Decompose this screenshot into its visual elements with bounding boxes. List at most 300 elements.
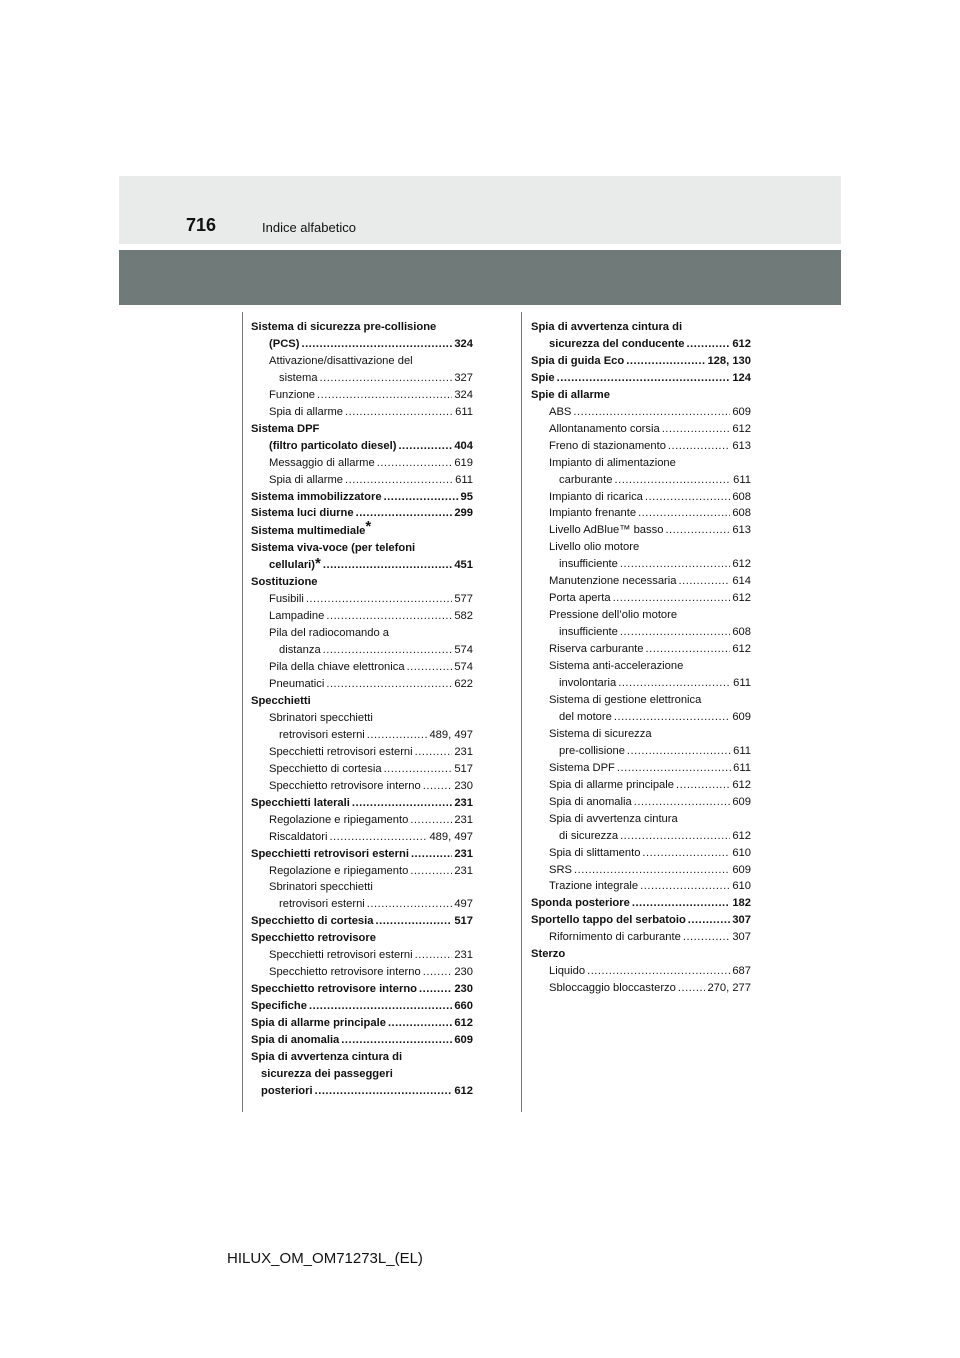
entry-page-ref: 231 [454,864,473,877]
asterisk-icon: * [315,555,321,573]
entry-term: retrovisori esterni [279,898,365,911]
dot-leader [634,794,731,811]
index-entry [531,862,751,879]
entry-term: Sistema DPF [549,761,615,774]
dot-leader [320,370,453,387]
index-entry [531,590,751,607]
entry-page-ref: 307 [732,914,751,927]
index-entry [531,370,751,387]
index-entry [531,726,751,743]
entry-page-ref: 610 [732,846,751,859]
dot-leader [617,760,731,777]
index-entry [531,573,751,590]
index-entry [251,863,473,880]
entry-page-ref: 611 [455,405,473,418]
entry-page-ref: 611 [733,744,751,757]
entry-term: Pila del radiocomando a [269,627,390,640]
index-entry [531,946,751,963]
dot-leader [411,846,452,863]
dot-leader [618,675,731,692]
index-entry [531,522,751,539]
entry-term: Sbloccaggio bloccasterzo [549,982,676,995]
entry-page-ref: 231 [454,813,473,826]
entry-term: Pressione dell’olio motore [549,609,678,622]
dot-leader [615,472,732,489]
entry-page-ref: 582 [454,610,473,623]
entry-term: Sbrinatori specchietti [269,711,373,724]
dot-leader [642,845,730,862]
index-entry [251,710,473,727]
dot-leader [678,980,706,997]
entry-term: Livello AdBlue™ basso [549,524,664,537]
dot-leader [345,472,453,489]
entry-term: Specchietti retrovisori esterni [269,745,413,758]
entry-page-ref: 612 [454,1084,473,1097]
asterisk-icon: * [365,518,372,536]
index-entry [531,912,751,929]
entry-page-ref: 611 [455,473,473,486]
entry-term: Spia di allarme [269,473,343,486]
entry-term: Freno di stazionamento [549,439,666,452]
entry-page-ref: 610 [732,880,751,893]
entry-term: Regolazione e ripiegamento [269,864,409,877]
dot-leader [384,489,459,506]
index-entry [531,828,751,845]
header-band [119,176,841,244]
dot-leader [638,505,730,522]
index-entry [531,743,751,760]
entry-term: Spia di anomalia [251,1034,340,1047]
dot-leader [668,438,730,455]
entry-page-ref: 614 [732,575,751,588]
entry-page-ref: 608 [732,490,751,503]
entry-term: Regolazione e ripiegamento [269,813,409,826]
entry-term: Sponda posteriore [531,897,630,910]
entry-term: insufficiente [559,558,618,571]
index-entry [251,518,473,540]
entry-page-ref: 687 [732,965,751,978]
entry-term: Attivazione/disattivazione del [269,354,413,367]
entry-term: Specchietto di cortesia [251,915,374,928]
dot-leader [423,964,453,981]
entry-page-ref: 324 [454,337,473,350]
entry-page-ref: 609 [732,405,751,418]
dot-leader [326,608,452,625]
index-entry [251,608,473,625]
index-entry [531,421,751,438]
entry-page-ref: 95 [460,490,473,503]
dot-leader [688,912,731,929]
index-column-right [531,319,751,997]
entry-page-ref: 231 [454,847,473,860]
index-entry [251,659,473,676]
index-entry [251,1049,473,1066]
entry-term: Sbrinatori specchietti [269,881,373,894]
index-entry [531,692,751,709]
entry-page-ref: 612 [454,1017,473,1030]
entry-term: Specchietti retrovisori esterni [269,949,413,962]
entry-term: Specchietti retrovisori esterni [251,847,409,860]
entry-term: insufficiente [559,626,618,639]
page-number: 716 [186,215,217,235]
entry-page-ref: 489, 497 [429,728,473,741]
entry-term: Spia di avvertenza cintura di [531,321,683,333]
index-entry [251,370,473,387]
entry-page-ref: 517 [454,762,473,775]
dot-leader [587,963,730,980]
entry-term: Riserva carburante [549,643,644,656]
index-entry [531,878,751,895]
dot-leader [367,896,453,913]
dot-leader [352,795,452,812]
entry-term: pre-collisione [559,744,625,757]
dot-leader [367,727,428,744]
index-entry [531,675,751,692]
dot-leader [398,438,452,455]
entry-term: Rifornimento di carburante [549,931,681,944]
dot-leader [683,929,730,946]
entry-page-ref: 611 [733,473,751,486]
entry-term: Spia di avvertenza cintura di [251,1050,403,1063]
dot-leader [620,556,730,573]
entry-term: Sportello tappo del serbatoio [531,914,686,927]
entry-page-ref: 612 [732,337,751,350]
entry-term: sicurezza del conducente [549,337,685,350]
document-code: HILUX_OM_OM71273L_(EL) [227,1250,423,1267]
entry-page-ref: 517 [454,915,473,928]
index-entry [531,794,751,811]
index-column-left [251,319,473,1100]
entry-term: Specchietti laterali [251,796,350,809]
dot-leader [632,895,730,912]
entry-term: Porta aperta [549,592,611,605]
entry-page-ref: 622 [454,678,473,691]
index-entry [251,930,473,947]
dot-leader [323,642,453,659]
entry-page-ref: 270, 277 [707,982,751,995]
dot-leader [410,863,452,880]
index-entry [251,472,473,489]
entry-term: Sistema viva-voce (per telefoni [251,542,416,555]
entry-page-ref: 230 [454,966,473,979]
index-entry [531,539,751,556]
dot-leader [323,557,452,574]
entry-page-ref: 489, 497 [429,830,473,843]
entry-term: Spia di guida Eco [531,354,625,367]
index-entry [251,319,473,336]
index-entry [531,472,751,489]
entry-term: Sterzo [531,948,566,961]
index-entry [251,761,473,778]
entry-page-ref: 660 [454,1000,473,1013]
index-entry [531,845,751,862]
dot-leader [375,913,452,930]
index-entry [531,641,751,658]
entry-term: Riscaldatori [269,830,328,843]
index-entry [531,929,751,946]
entry-page-ref: 613 [732,439,751,452]
dot-leader [640,878,730,895]
dot-leader [613,590,731,607]
entry-term: Sistema multimediale [251,525,366,538]
index-entry [251,421,473,438]
index-entry [251,947,473,964]
entry-term: Liquido [549,965,586,978]
index-entry [531,319,751,336]
entry-term: Specchietto retrovisore [251,932,376,945]
index-entry [251,591,473,608]
index-entry [251,693,473,710]
entry-term: SRS [549,863,573,876]
dot-leader [317,387,452,404]
index-entry [531,980,751,997]
entry-term: di sicurezza [559,829,619,842]
index-entry [251,812,473,829]
entry-page-ref: 230 [454,779,473,792]
entry-term: Sistema di sicurezza pre-collisione [251,321,437,333]
index-entry [531,607,751,624]
entry-term: distanza [279,644,321,657]
entry-term: Impianto di alimentazione [549,456,676,469]
entry-term: Pila della chiave elettronica [269,661,405,674]
section-band [119,250,841,305]
entry-page-ref: 231 [454,949,473,962]
dot-leader [377,455,453,472]
index-entry [251,964,473,981]
entry-term: sicurezza dei passeggeri [261,1067,393,1080]
entry-term: Spia di allarme principale [251,1017,386,1030]
index-entry [251,879,473,896]
dot-leader [306,591,453,608]
entry-page-ref: 612 [732,558,751,571]
dot-leader [329,829,427,846]
index-entry [531,404,751,421]
dot-leader [574,862,730,879]
index-entry [251,455,473,472]
entry-term: retrovisori esterni [279,728,365,741]
dot-leader [345,404,453,421]
index-entry [251,981,473,998]
entry-term: sistema [279,371,318,384]
dot-leader [315,1083,453,1100]
entry-page-ref: 609 [454,1034,473,1047]
index-entry [251,574,473,591]
entry-page-ref: 231 [454,796,473,809]
dot-leader [662,421,731,438]
entry-term: Pneumatici [269,678,325,691]
index-entry [531,658,751,675]
index-entry [531,438,751,455]
entry-term: Specifiche [251,1000,307,1013]
entry-page-ref: 613 [732,524,751,537]
dot-leader [309,998,452,1015]
index-entry [251,557,473,574]
dot-leader [326,676,452,693]
header-title: Indice alfabetico [262,220,356,235]
entry-page-ref: 404 [454,439,473,452]
entry-page-ref: 574 [454,644,473,657]
dot-leader [415,744,453,761]
index-entry [251,1015,473,1032]
index-entry [251,795,473,812]
index-entry [251,353,473,370]
entry-page-ref: 231 [454,745,473,758]
entry-page-ref: 611 [733,677,751,690]
dot-leader [627,743,731,760]
dot-leader [419,981,452,998]
entry-page-ref: 230 [454,983,473,996]
dot-leader [341,1032,452,1049]
dot-leader [423,778,453,795]
column-rule-left [242,312,243,1112]
index-entry [531,556,751,573]
index-entry [531,455,751,472]
entry-term: Messaggio di allarme [269,456,375,469]
dot-leader [646,641,731,658]
index-entry [251,846,473,863]
entry-page-ref: 608 [732,626,751,639]
index-entry [251,1083,473,1100]
entry-term: Specchietti [251,694,311,707]
entry-page-ref: 327 [454,371,473,384]
dot-leader [676,777,730,794]
entry-page-ref: 612 [732,643,751,656]
entry-page-ref: 609 [732,863,751,876]
entry-term: Spia di slittamento [549,846,641,859]
entry-page-ref: 299 [454,507,473,520]
entry-term: Sistema DPF [251,422,320,435]
entry-term: Sistema di sicurezza [549,727,652,740]
entry-term: Sostituzione [251,576,318,589]
entry-page-ref: 128, 130 [707,354,751,367]
entry-term: Spia di avvertenza cintura [549,812,678,825]
entry-term: Trazione integrale [549,880,639,893]
entry-page-ref: 611 [733,761,751,774]
index-entry [251,896,473,913]
entry-page-ref: 609 [732,710,751,723]
entry-term: Specchietto retrovisore interno [251,983,417,996]
index-entry [531,624,751,641]
entry-page-ref: 612 [732,778,751,791]
entry-term: (PCS) [269,337,300,350]
entry-page-ref: 577 [454,593,473,606]
entry-term: Sistema anti-accelerazione [549,660,684,673]
dot-leader [679,573,731,590]
entry-term: Spia di allarme [269,405,343,418]
entry-term: carburante [559,473,613,486]
index-entry [531,760,751,777]
entry-page-ref: 451 [454,559,473,572]
index-entry [251,438,473,455]
entry-term: Fusibili [269,593,304,606]
index-entry [251,829,473,846]
entry-term: Sistema immobilizzatore [251,490,382,503]
index-entry [251,642,473,659]
dot-leader [388,1015,452,1032]
entry-page-ref: 124 [732,371,751,384]
column-rule-middle [521,312,522,1112]
index-entry [251,404,473,421]
entry-page-ref: 307 [732,931,751,944]
entry-term: Allontanamento corsia [549,422,660,435]
dot-leader [665,522,730,539]
entry-term: Impianto di ricarica [549,490,643,503]
dot-leader [410,812,452,829]
index-entry [251,489,473,506]
entry-term: Manutenzione necessaria [549,575,677,588]
entry-term: Lampadine [269,610,325,623]
index-entry [251,913,473,930]
entry-term: Spia di anomalia [549,795,632,808]
index-entry [531,387,751,404]
index-entry [531,505,751,522]
entry-term: Impianto frenante [549,507,637,520]
index-entry [531,777,751,794]
index-entry [251,505,473,522]
index-entry [251,336,473,353]
index-entry [251,387,473,404]
entry-term: Specchietto retrovisore interno [269,966,421,979]
entry-term: (filtro particolato diesel) [269,439,397,452]
dot-leader [626,353,705,370]
index-entry [531,709,751,726]
entry-page-ref: 619 [454,456,473,469]
entry-term: Livello olio motore [549,541,640,554]
index-entry [531,895,751,912]
dot-leader [384,761,453,778]
dot-leader [620,624,730,641]
dot-leader [614,709,730,726]
entry-term: del motore [559,710,612,723]
entry-term: Sistema di gestione elettronica [549,693,702,706]
entry-page-ref: 497 [454,898,473,911]
entry-page-ref: 609 [732,795,751,808]
index-entry [251,1066,473,1083]
dot-leader [573,404,730,421]
index-entry [531,489,751,506]
entry-term: Specchietto retrovisore interno [269,779,421,792]
entry-term: Specchietto di cortesia [269,762,382,775]
entry-term: Sistema luci diurne [251,507,354,520]
entry-page-ref: 324 [454,388,473,401]
entry-term: Spie [531,371,555,384]
dot-leader [301,336,452,353]
index-entry [251,744,473,761]
dot-leader [687,336,731,353]
dot-leader [407,659,453,676]
entry-term: cellulari) [269,559,316,572]
entry-page-ref: 574 [454,661,473,674]
entry-term: Spia di allarme principale [549,778,674,791]
index-entry [531,353,751,370]
index-entry [251,676,473,693]
entry-term: ABS [549,405,572,418]
entry-term: Funzione [269,388,316,401]
entry-page-ref: 608 [732,507,751,520]
index-entry [251,625,473,642]
entry-term: posteriori [261,1084,313,1097]
entry-page-ref: 612 [732,422,751,435]
entry-page-ref: 612 [732,829,751,842]
index-entry [531,811,751,828]
entry-page-ref: 612 [732,592,751,605]
index-entry [251,540,473,557]
dot-leader [415,947,453,964]
index-entry [251,1032,473,1049]
entry-term: Spie di allarme [531,388,610,401]
dot-leader [557,370,731,387]
dot-leader [620,828,730,845]
